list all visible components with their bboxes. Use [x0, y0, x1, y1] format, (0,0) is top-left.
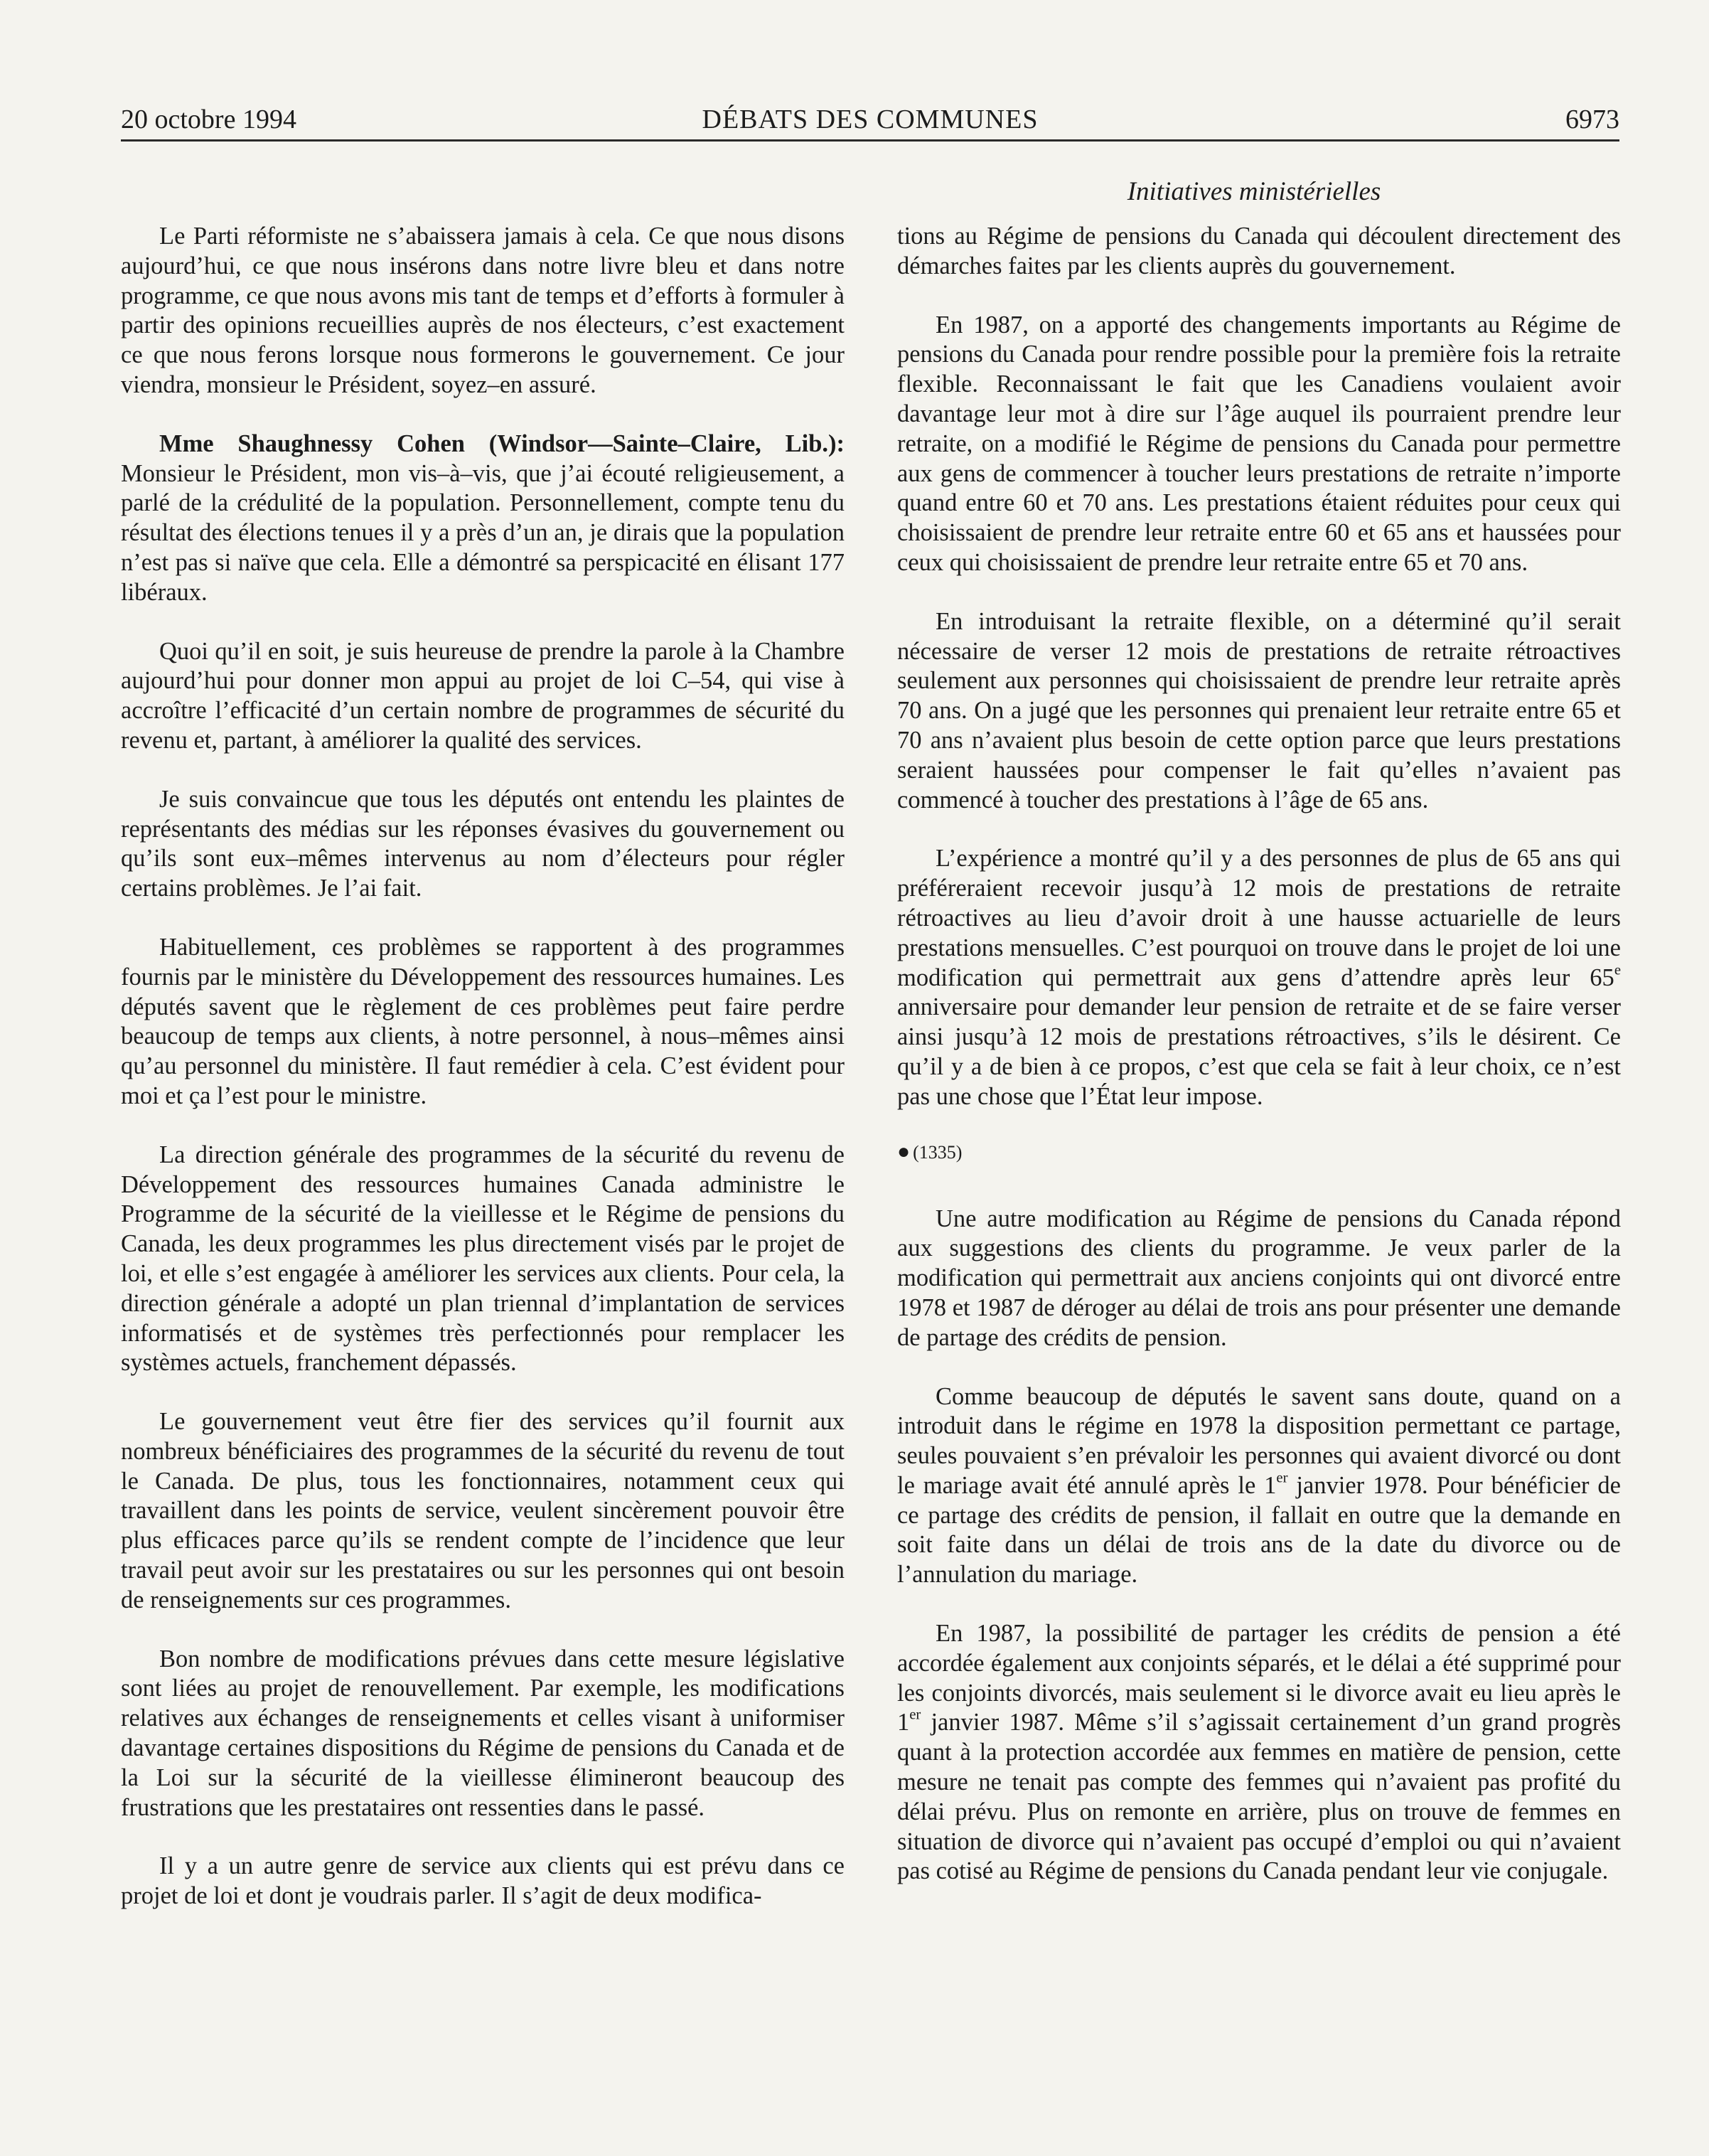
paragraph: [897, 844, 1621, 1111]
header-date: 20 octobre 1994: [121, 105, 296, 134]
paragraph-text: Comme beaucoup de députés le savent sans doute, quand on a introduit dans le régime en 1978 la disposition permettant ce partage, seules pouvaient s’en prévaloir les personnes qui avaient divorcé ou dont le mariage avait été annulé après le 1: [897, 1382, 1621, 1499]
right-column: [897, 222, 1621, 1886]
paragraph: [897, 1619, 1621, 1886]
paragraph-text: En 1987, la possibilité de partager les crédits de pension a été accordée également aux conjoints séparés, et le délai a été supprimé pour les conjoints divorcés, mais seulement si le divorce avait eu lieu après le 1: [897, 1620, 1621, 1736]
bullet-icon: ●: [897, 1139, 911, 1163]
section-label: Initiatives ministérielles: [1127, 177, 1381, 206]
paragraph: Quoi qu’il en soit, je suis heureuse de prendre la parole à la Chambre aujourd’hui pour donner mon appui au projet de loi C–54, qui vise à accroître l’efficacité d’un certain nombre de programmes de sécurité du revenu et, partant, à améliorer la qualité des services.: [121, 637, 845, 754]
paragraph: Habituellement, ces problèmes se rapportent à des programmes fournis par le ministère du Développement des ressources humaines. Les députés savent que le règlement de ces problèmes peut faire perdre beaucoup de temps aux clients, à notre personnel, à nous–mêmes ainsi qu’au personnel du ministère. Il faut remédier à cela. C’est évident pour moi et ça l’est pour le ministre.: [121, 933, 845, 1109]
paragraph-text: L’expérience a montré qu’il y a des personnes de plus de 65 ans qui préféreraient recevoir jusqu’à 12 mois de prestations de retraite rétroactives au lieu d’avoir droit à une hausse actuarielle de leurs prestations mensuelles. C’est pourquoi on trouve dans le projet de loi une modification qui permettrait aux gens d’attendre après leur 65: [897, 845, 1621, 991]
paragraph: Une autre modification au Régime de pensions du Canada répond aux suggestions des clients du programme. Je veux parler de la modification qui permettrait aux anciens conjoints qui ont divorcé entre 1978 et 1987 de déroger au délai de trois ans pour présenter une demande de partage des crédits de pension.: [897, 1205, 1621, 1351]
paragraph-text: Monsieur le Président, mon vis–à–vis, que j’ai écouté religieusement, a parlé de la crédulité de la population. Personnellement, compte tenu du résultat des élections tenues il y a près d’un an, je dirais que la population n’est pas si naïve que cela. Elle a démontré sa perspicacité en élisant 177 libéraux.: [121, 459, 845, 606]
paragraph-text: janvier 1978. Pour bénéficier de ce partage des crédits de pension, il fallait en outre que la demande en soit faite dans un délai de trois ans de la date du divorce ou de l’annulation du mariage.: [897, 1471, 1621, 1589]
paragraph: Il y a un autre genre de service aux clients qui est prévu dans ce projet de loi et dont je voudrais parler. Il s’agit de deux modifica-: [121, 1852, 845, 1910]
superscript: er: [1276, 1470, 1288, 1486]
timestamp: (1335): [913, 1141, 963, 1163]
speaker-paragraph: [121, 429, 845, 608]
paragraph-text: janvier 1987. Même s’il s’agissait certainement d’un grand progrès quant à la protection accordée aux femmes en matière de pension, cette mesure ne tenait pas compte des femmes qui n’avaient pas profité du délai prévu. Plus on remonte en arrière, plus on trouve de femmes en situation de divorce qui n’avaient pas occupé d’emploi ou qui n’avaient pas cotisé au Régime de pensions du Canada pendant leur vie conjugale.: [897, 1709, 1621, 1885]
paragraph-continuation: tions au Régime de pensions du Canada qui découlent directement des démarches faites par les clients auprès du gouvernement.: [897, 223, 1621, 279]
paragraph: Bon nombre de modifications prévues dans cette mesure législative sont liées au projet de renouvellement. Par exemple, les modifications relatives aux échanges de renseignements et celles visant à uniformiser davantage certaines dispositions du Régime de pensions du Canada et de la Loi sur la sécurité de la vieillesse élimineront beaucoup des frustrations que les prestataires ont ressenties dans le passé.: [121, 1645, 845, 1821]
paragraph: La direction générale des programmes de la sécurité du revenu de Développement des ressources humaines Canada administre le Programme de la sécurité de la vieillesse et le Régime de pensions du Canada, les deux programmes les plus directement visés par le projet de loi, et elle s’est engagée à améliorer les services aux clients. Pour cela, la direction générale a adopté un plan triennal d’implantation de services informatisés et de systèmes très perfectionnés pour remplacer les systèmes actuels, franchement dépassés.: [121, 1141, 845, 1377]
paragraph: Le Parti réformiste ne s’abaissera jamais à cela. Ce que nous disons aujourd’hui, ce que nous insérons dans notre livre bleu et dans notre programme, ce que nous avons mis tant de temps et d’efforts à formuler à partir des opinions recueillies auprès de nos électeurs, c’est exactement ce que nous ferons lorsque nous formerons le gouvernement. Ce jour viendra, monsieur le Président, soyez–en assuré.: [121, 223, 845, 398]
paragraph: Le gouvernement veut être fier des services qu’il fournit aux nombreux bénéficiaires des programmes de la sécurité du revenu de tout le Canada. De plus, tous les fonctionnaires, notamment ceux qui travaillent dans les points de service, veulent sincèrement pouvoir être plus efficaces parce qu’ils se rendent compte de l’incidence que leur travail peut avoir sur les prestataires ou sur les personnes qui ont besoin de renseignements sur ces programmes.: [121, 1408, 845, 1613]
paragraph: Je suis convaincue que tous les députés ont entendu les plaintes de représentants des médias sur les réponses évasives du gouvernement ou qu’ils sont eux–mêmes intervenus au nom d’électeurs pour régler certains problèmes. Je l’ai fait.: [121, 785, 845, 902]
superscript: e: [1614, 962, 1621, 978]
timestamp-marker: [897, 1141, 1621, 1163]
speaker-name: Mme Shaughnessy Cohen (Windsor—Sainte–Claire, Lib.):: [159, 429, 845, 457]
page-number: 6973: [1565, 105, 1619, 134]
paragraph: [897, 1382, 1621, 1591]
paragraph-text: anniversaire pour demander leur pension de retraite et de se faire verser ainsi jusqu’à 12 mois de prestations rétroactives, s’ils le désirent. Ce qu’il y a de bien à ce propos, c’est que cela se fait à leur choix, ce n’est pas une chose que l’État leur impose.: [897, 993, 1621, 1110]
header-title: DÉBATS DES COMMUNES: [702, 105, 1039, 134]
paragraph: En 1987, on a apporté des changements importants au Régime de pensions du Canada pour rendre possible pour la première fois la retraite flexible. Reconnaissant le fait que les Canadiens voulaient avoir davantage leur mot à dire sur l’âge auquel ils pourraient prendre leur retraite, on a modifié le Régime de pensions du Canada pour permettre aux gens de commencer à toucher leurs prestations de retraite n’importe quand entre 60 et 70 ans. Les prestations étaient réduites pour ceux qui choisissaient de prendre leur retraite entre 60 et 65 ans et haussées pour ceux qui choisissaient de prendre leur retraite entre 65 et 70 ans.: [897, 311, 1621, 576]
running-header: [121, 100, 1619, 142]
paragraph: En introduisant la retraite flexible, on a déterminé qu’il serait nécessaire de verser 12 mois de prestations de retraite rétroactives seulement aux personnes qui choisissaient de prendre leur retraite après 70 ans. On a jugé que les personnes qui prenaient leur retraite entre 65 et 70 ans n’avaient plus besoin de cette option parce que leurs prestations seraient haussées pour compenser le fait qu’elles n’avaient pas commencé à toucher des prestations à l’âge de 65 ans.: [897, 607, 1621, 813]
left-column: [121, 222, 845, 1911]
superscript: er: [909, 1707, 921, 1723]
